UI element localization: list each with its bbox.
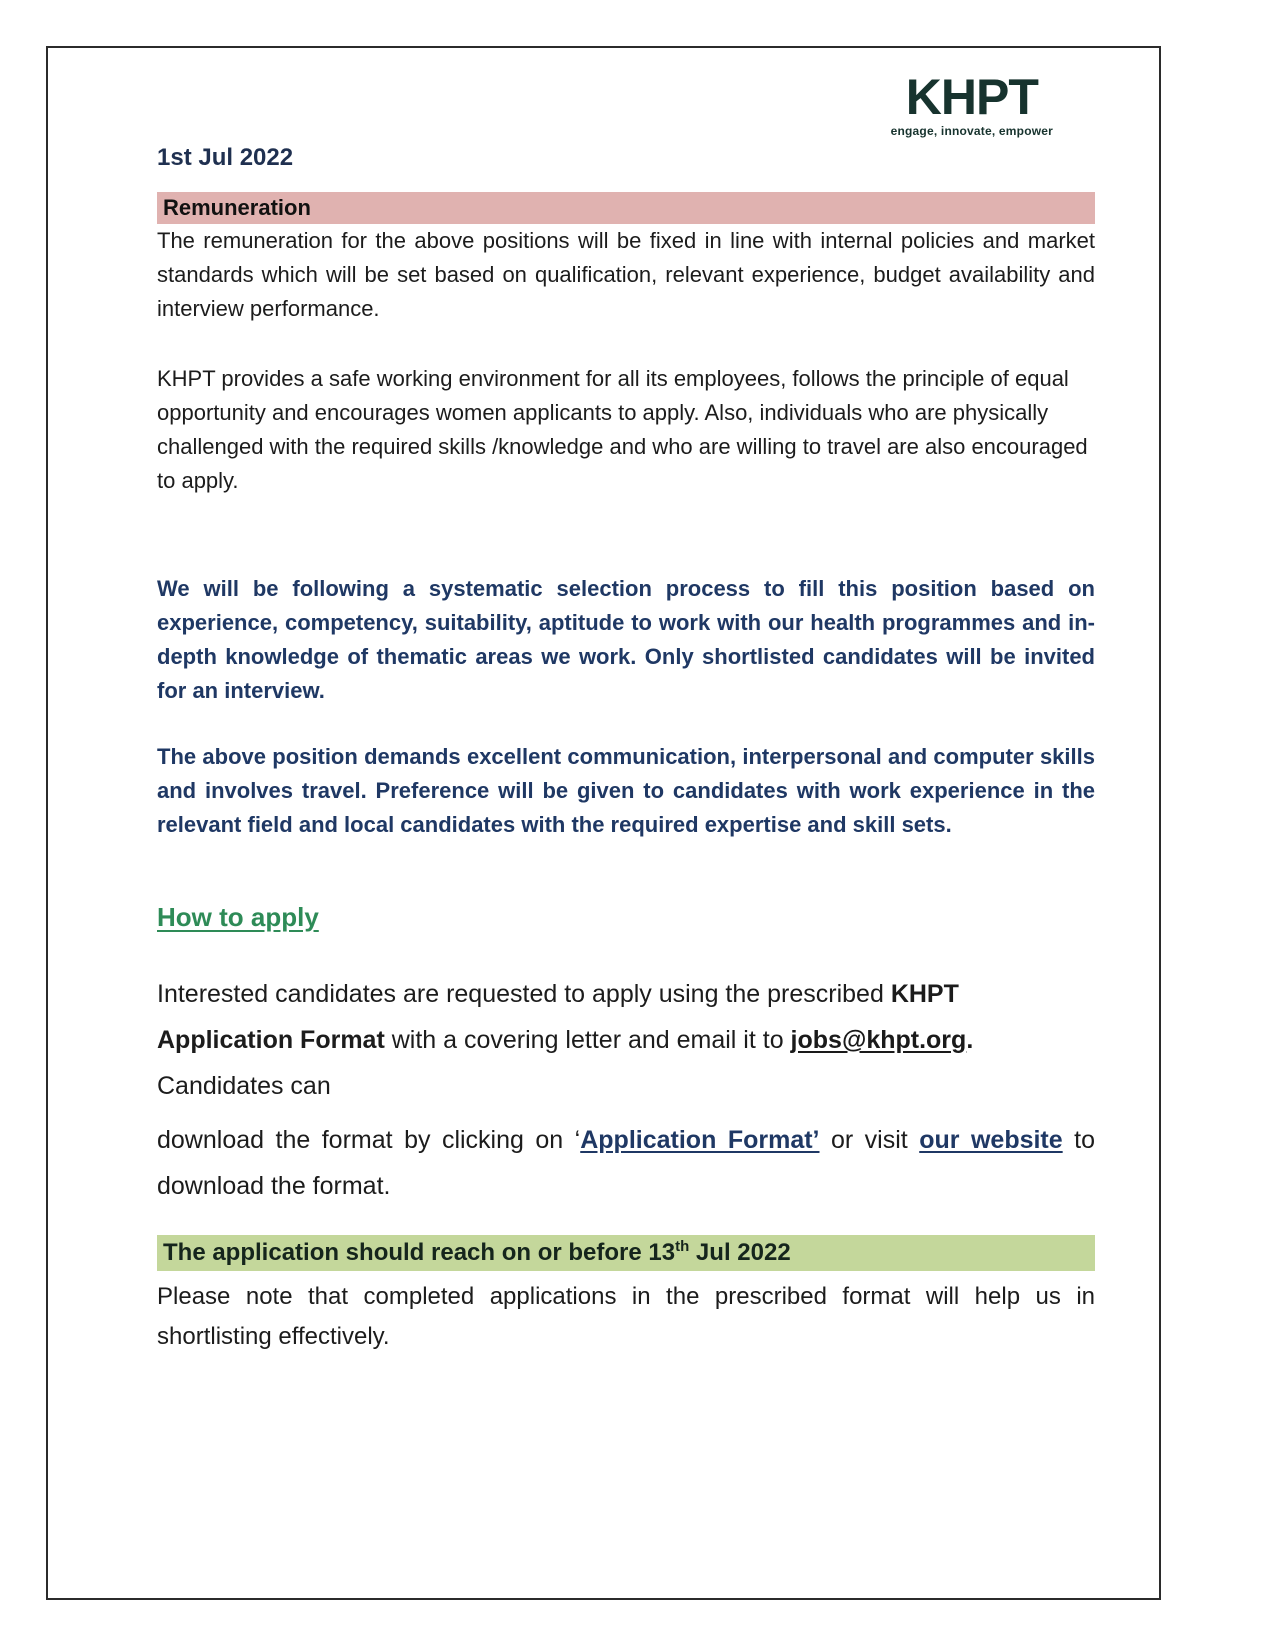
apply-p2-text-2: or visit (819, 1126, 920, 1154)
email-link[interactable]: jobs@khpt.org (790, 1026, 967, 1054)
deadline-banner (157, 1235, 1095, 1271)
apply-p1-bold-format: KHPT Application Format (157, 980, 959, 1054)
application-format-link[interactable]: Application Format’ (580, 1126, 820, 1154)
deadline-superscript: th (675, 1238, 690, 1255)
apply-p2-text-1: download the format by clicking on ‘ (157, 1126, 581, 1154)
khpt-logo-wordmark: KHPT (905, 69, 1038, 125)
apply-p1-text-2: with a covering letter and email it to (384, 1026, 791, 1054)
apply-p1-bold-dot: . (966, 1026, 974, 1054)
document-date: 1st Jul 2022 (157, 144, 294, 171)
document-header (157, 69, 1095, 176)
closing-paragraph: Please note that completed applications in the prescribed format will help us in shortlisting effectively. (157, 1283, 1095, 1350)
deadline-section (157, 1235, 1095, 1271)
selection-paragraph-2: The above position demands excellent communication, interpersonal and computer skills and involves travel. Preference will be given to candidates with work experience in the relevant field and local candidates with the required expertise and skill sets. (157, 744, 1095, 837)
our-website-link[interactable]: our website (919, 1126, 1063, 1154)
apply-paragraph-2 (157, 1117, 1095, 1209)
selection-paragraph-1: We will be following a systematic selection process to fill this position based on experience, competency, suitability, aptitude to work with our health programmes and in-depth knowledge of thematic areas we work. Only shortlisted candidates will be invited for an interview. (157, 576, 1095, 703)
apply-paragraph-1 (157, 971, 1095, 1109)
khpt-logo (890, 69, 1053, 138)
page-content (157, 69, 1095, 1381)
khpt-logo-tagline: engage, innovate, empower (890, 124, 1053, 138)
remuneration-paragraph-1: The remuneration for the above positions will be fixed in line with internal policies and market standards which will be set based on qualification, relevant experience, budget availability and interview performance. (157, 228, 1095, 321)
deadline-text-after: Jul 2022 (689, 1239, 791, 1266)
apply-p1-text-1: Interested candidates are requested to apply using the prescribed (157, 980, 891, 1008)
apply-p1-text-3: Candidates can (157, 1072, 331, 1100)
deadline-text-before: The application should reach on or before 13 (163, 1239, 676, 1266)
remuneration-paragraph-2: KHPT provides a safe working environment for all its employees, follows the principle of equal opportunity and encourages women applicants to apply. Also, individuals who are physically challenged with the required skills /knowledge and who are willing to travel are also encouraged to apply. (157, 366, 1088, 493)
remuneration-heading: Remuneration (157, 192, 1095, 224)
how-to-apply-heading: How to apply (157, 902, 319, 932)
apply-p2-text-3: to download the format. (157, 1126, 1095, 1200)
